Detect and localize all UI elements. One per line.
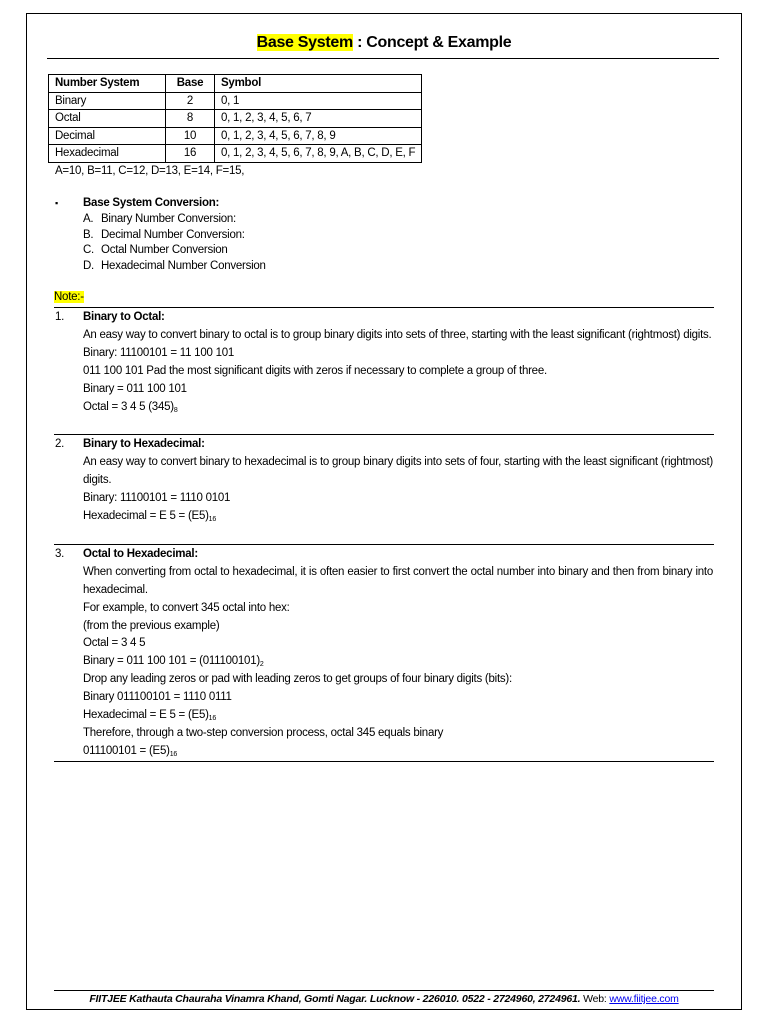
table-header-row [49, 75, 422, 93]
conversion-heading: Base System Conversion: [83, 197, 220, 209]
number-system-table [48, 74, 422, 163]
text-line: Drop any leading zeros or pad with leading zeros to get groups of four binary digits (bits): [83, 673, 512, 685]
table-cell: Decimal [49, 127, 166, 145]
table-cell: 0, 1, 2, 3, 4, 5, 6, 7, 8, 9, A, B, C, D, E, F [215, 145, 422, 163]
text-line: Binary: 11100101 = 1110 0101 [83, 492, 231, 504]
conversion-item-text: Decimal Number Conversion: [101, 229, 245, 241]
footer-web-label: Web: [580, 993, 610, 1005]
conversion-item-text: Octal Number Conversion [101, 244, 228, 256]
text-line: Binary: 11100101 = 11 100 101 [83, 347, 235, 359]
title-rest: : Concept & Example [352, 34, 512, 51]
table-cell: 16 [166, 145, 215, 163]
table-row [49, 110, 422, 128]
table-cell: 2 [166, 92, 215, 110]
text-line: For example, to convert 345 octal into hex: [83, 602, 290, 614]
table-cell: 0, 1, 2, 3, 4, 5, 6, 7 [215, 110, 422, 128]
subscript: 2 [259, 661, 264, 668]
table-cell: Octal [49, 110, 166, 128]
conversion-item-letter: A. [83, 213, 94, 225]
section-number: 2. [55, 438, 65, 450]
table-header-cell: Base [166, 75, 215, 93]
table-cell: 8 [166, 110, 215, 128]
title-highlight: Base System [256, 34, 353, 51]
table-row [49, 92, 422, 110]
subscript: 16 [208, 516, 216, 523]
subscript: 8 [173, 407, 178, 414]
page-title [0, 34, 768, 52]
text-main: Hexadecimal = E 5 = (E5) [83, 709, 209, 721]
text-main: 011100101 = (E5) [83, 745, 170, 757]
text-line: Binary 011100101 = 1110 0111 [83, 691, 232, 703]
conversion-item-text: Hexadecimal Number Conversion [101, 260, 266, 272]
conversion-item-text: Binary Number Conversion: [101, 213, 237, 225]
text-line: 011 100 101 Pad the most significant digits with zeros if necessary to complete a group of three. [83, 365, 547, 377]
text-main: Hexadecimal = E 5 = (E5) [83, 510, 209, 522]
table-cell: Binary [49, 92, 166, 110]
paragraph: When converting from octal to hexadecimal, it is often easier to first convert the octal number into binary and then from binary into hexadecimal. [83, 566, 713, 596]
table-cell: 0, 1, 2, 3, 4, 5, 6, 7, 8, 9 [215, 127, 422, 145]
table-row [49, 127, 422, 145]
subscript: 16 [208, 715, 216, 722]
section-number: 1. [55, 311, 65, 323]
footer [0, 993, 768, 1005]
text-line [83, 398, 177, 420]
table-row [49, 145, 422, 163]
footer-divider [54, 990, 714, 991]
text-line: (from the previous example) [83, 620, 220, 632]
footer-address: FIITJEE Kathauta Chauraha Vinamra Khand, Gomti Nagar. Lucknow - 226010. 0522 - 2724960, 2724961. [89, 993, 581, 1005]
section-heading: Binary to Octal: [83, 311, 165, 323]
text-line: Therefore, through a two-step conversion process, octal 345 equals binary [83, 727, 444, 739]
subscript: 16 [169, 751, 177, 758]
hex-values-note: A=10, B=11, C=12, D=13, E=14, F=15, [55, 165, 245, 177]
text-line: Binary = 011 100 101 [83, 383, 187, 395]
paragraph: An easy way to convert binary to octal is to group binary digits into sets of three, starting with the least significant (rightmost) digits. [83, 329, 712, 341]
text-line [83, 507, 216, 529]
website-link[interactable]: www.fiitjee.com [609, 993, 679, 1005]
conversion-item-letter: C. [83, 244, 94, 256]
text-main: Octal = 3 4 5 (345) [83, 401, 174, 413]
section-heading: Octal to Hexadecimal: [83, 548, 198, 560]
table-cell: 0, 1 [215, 92, 422, 110]
table-cell: Hexadecimal [49, 145, 166, 163]
note-label: Note:- [54, 291, 84, 303]
conversion-item-letter: B. [83, 229, 94, 241]
section-heading: Binary to Hexadecimal: [83, 438, 205, 450]
table-header-cell: Number System [49, 75, 166, 93]
conversion-item-letter: D. [83, 260, 94, 272]
title-underline [47, 58, 719, 59]
section-divider [54, 761, 714, 762]
text-main: Binary = 011 100 101 = (011100101) [83, 655, 260, 667]
table-header-cell: Symbol [215, 75, 422, 93]
table-cell: 10 [166, 127, 215, 145]
bullet-icon: ▪ [55, 198, 58, 208]
text-line: Octal = 3 4 5 [83, 637, 146, 649]
paragraph: An easy way to convert binary to hexadecimal is to group binary digits into sets of four, starting with the least significant (rightmost) digits. [83, 456, 713, 486]
section-number: 3. [55, 548, 65, 560]
